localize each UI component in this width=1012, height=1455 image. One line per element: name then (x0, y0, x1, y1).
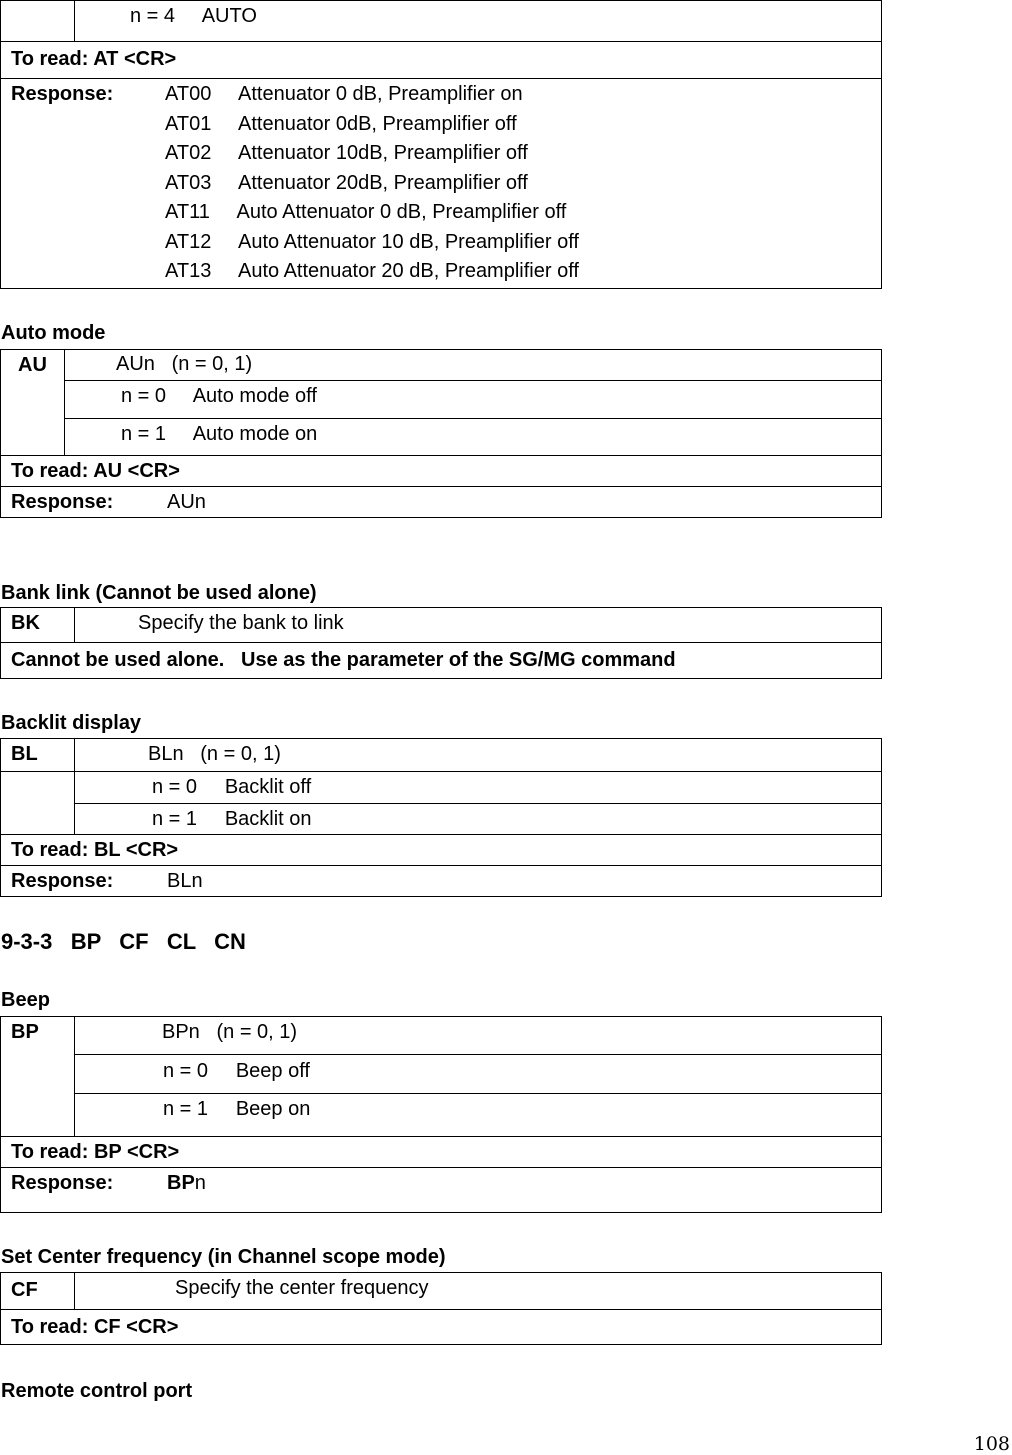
to-read-row (1, 42, 882, 79)
code-cell (1, 1273, 75, 1310)
auto-mode-table (0, 349, 882, 518)
command-code: CF (11, 1279, 38, 1301)
auto-mode-heading: Auto mode (1, 322, 106, 344)
syntax-row (65, 350, 882, 381)
syntax-text: BPn (n = 0, 1) (162, 1021, 298, 1043)
description-row (75, 608, 882, 643)
response-label: Response: (11, 83, 114, 105)
response-value-bold: BP (167, 1172, 195, 1194)
option-text: n = 0 Auto mode off (121, 385, 317, 407)
to-read-text: To read: AT <CR> (11, 48, 177, 70)
option-text: n = 1 Auto mode on (121, 423, 318, 445)
response-row (1, 487, 882, 518)
description-row (75, 1273, 882, 1310)
response-item: AT00 Attenuator 0 dB, Preamplifier on (165, 83, 523, 105)
response-label: Response: (11, 1172, 114, 1194)
page-number: 108 (973, 1433, 1010, 1455)
description-text: Specify the center frequency (175, 1277, 429, 1299)
option-row (75, 772, 882, 804)
bank-link-heading: Bank link (Cannot be used alone) (1, 582, 317, 604)
option-text: n = 0 Beep off (163, 1060, 310, 1082)
command-code: BP (11, 1021, 39, 1043)
to-read-row (1, 456, 882, 487)
option-row (75, 1094, 882, 1137)
code-cell-empty (1, 1, 75, 42)
to-read-text: To read: AU <CR> (11, 460, 180, 482)
response-value-rest: n (194, 1172, 206, 1194)
option-row (65, 381, 882, 419)
syntax-row (75, 739, 882, 772)
note-text: Cannot be used alone. Use as the parameter of the SG/MG command (11, 649, 676, 671)
response-row (1, 866, 882, 897)
option-row (65, 419, 882, 456)
option-text: n = 1 Beep on (163, 1098, 311, 1120)
response-item: AT02 Attenuator 10dB, Preamplifier off (165, 142, 528, 164)
description-text: Specify the bank to link (138, 612, 344, 634)
response-item: AT12 Auto Attenuator 10 dB, Preamplifier off (165, 230, 579, 253)
to-read-row (1, 835, 882, 866)
note-row (1, 643, 882, 679)
option-row (75, 1055, 882, 1094)
to-read-text: To read: BL <CR> (11, 839, 179, 861)
beep-table (0, 1016, 882, 1213)
to-read-text: To read: BP <CR> (11, 1141, 180, 1163)
to-read-row (1, 1137, 882, 1168)
remote-heading: Remote control port (1, 1380, 193, 1402)
response-item: AT03 Attenuator 20dB, Preamplifier off (165, 171, 528, 194)
code-cell (1, 350, 65, 456)
syntax-text: BLn (n = 0, 1) (148, 743, 281, 765)
command-code: AU (18, 354, 47, 376)
response-row (1, 79, 882, 289)
option-text: n = 0 Backlit off (152, 776, 312, 798)
center-freq-table (0, 1272, 882, 1345)
response-item: AT01 Attenuator 0dB, Preamplifier off (165, 112, 517, 135)
beep-heading: Beep (1, 989, 50, 1011)
bank-link-table (0, 607, 882, 679)
response-list (165, 80, 579, 287)
response-row (1, 1168, 882, 1213)
attenuator-table-continuation (0, 0, 882, 289)
section-title: 9-3-3 BP CF CL CN (1, 929, 246, 954)
code-cell (1, 608, 75, 643)
response-item: AT13 Auto Attenuator 20 dB, Preamplifier off (165, 260, 579, 282)
response-label: Response: (11, 491, 114, 513)
code-cell (1, 1017, 75, 1137)
to-read-row (1, 1310, 882, 1345)
command-code: BL (11, 743, 38, 765)
backlit-table (0, 738, 882, 897)
response-label: Response: (11, 870, 114, 892)
param-line: n = 4 AUTO (130, 5, 257, 27)
center-freq-heading: Set Center frequency (in Channel scope mode) (1, 1246, 446, 1268)
response-value: BLn (167, 870, 203, 892)
response-value: AUn (167, 491, 206, 513)
code-cell (1, 739, 75, 772)
param-row (75, 1, 882, 42)
code-cell-empty (1, 772, 75, 835)
response-item: AT11 Auto Attenuator 0 dB, Preamplifier off (165, 201, 567, 223)
to-read-text: To read: CF <CR> (11, 1316, 179, 1338)
option-text: n = 1 Backlit on (152, 808, 312, 830)
option-row (75, 804, 882, 835)
syntax-text: AUn (n = 0, 1) (116, 353, 253, 375)
command-code: BK (11, 612, 40, 634)
backlit-heading: Backlit display (1, 712, 142, 734)
syntax-row (75, 1017, 882, 1055)
